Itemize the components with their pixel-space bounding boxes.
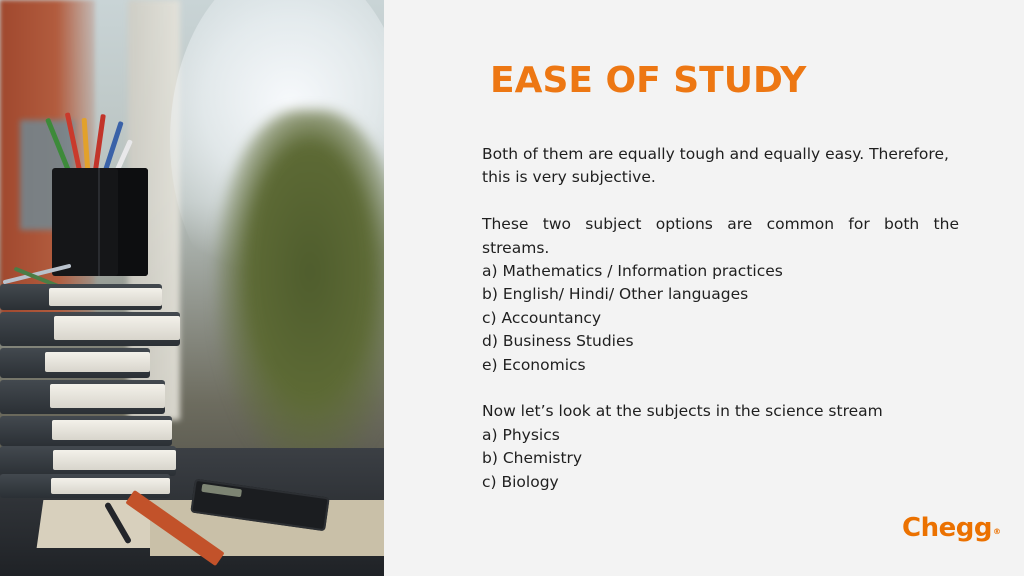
list-item: c) Accountancy <box>482 308 602 327</box>
list-item: b) Chemistry <box>482 449 583 468</box>
list-item: e) Economics <box>482 355 586 374</box>
book <box>0 380 165 414</box>
book <box>0 348 150 378</box>
list-item: c) Biology <box>482 472 559 491</box>
book <box>0 446 176 476</box>
slide-body <box>482 143 959 494</box>
book <box>0 284 162 310</box>
paragraph-line: Now let’s look at the subjects in the science stream <box>482 402 883 421</box>
study-desk-photo <box>0 0 384 576</box>
slide-title: EASE OF STUDY <box>490 60 807 101</box>
book <box>0 474 170 498</box>
blurred-tree <box>215 110 384 470</box>
list-item: d) Business Studies <box>482 332 634 351</box>
pencil-holder <box>52 168 148 276</box>
paragraph-line: These two subject options are common for both the <box>482 215 959 234</box>
list-item: a) Mathematics / Information practices <box>482 262 783 281</box>
list-item: a) Physics <box>482 425 560 444</box>
list-item: b) English/ Hindi/ Other languages <box>482 285 749 304</box>
paragraph-line: this is very subjective. <box>482 168 656 187</box>
paragraph-line: streams. <box>482 238 550 257</box>
chegg-logo: Chegg® <box>902 513 1001 543</box>
book <box>0 312 180 346</box>
paragraph-line: Both of them are equally tough and equally easy. Therefore, <box>482 145 949 163</box>
book <box>0 416 172 446</box>
